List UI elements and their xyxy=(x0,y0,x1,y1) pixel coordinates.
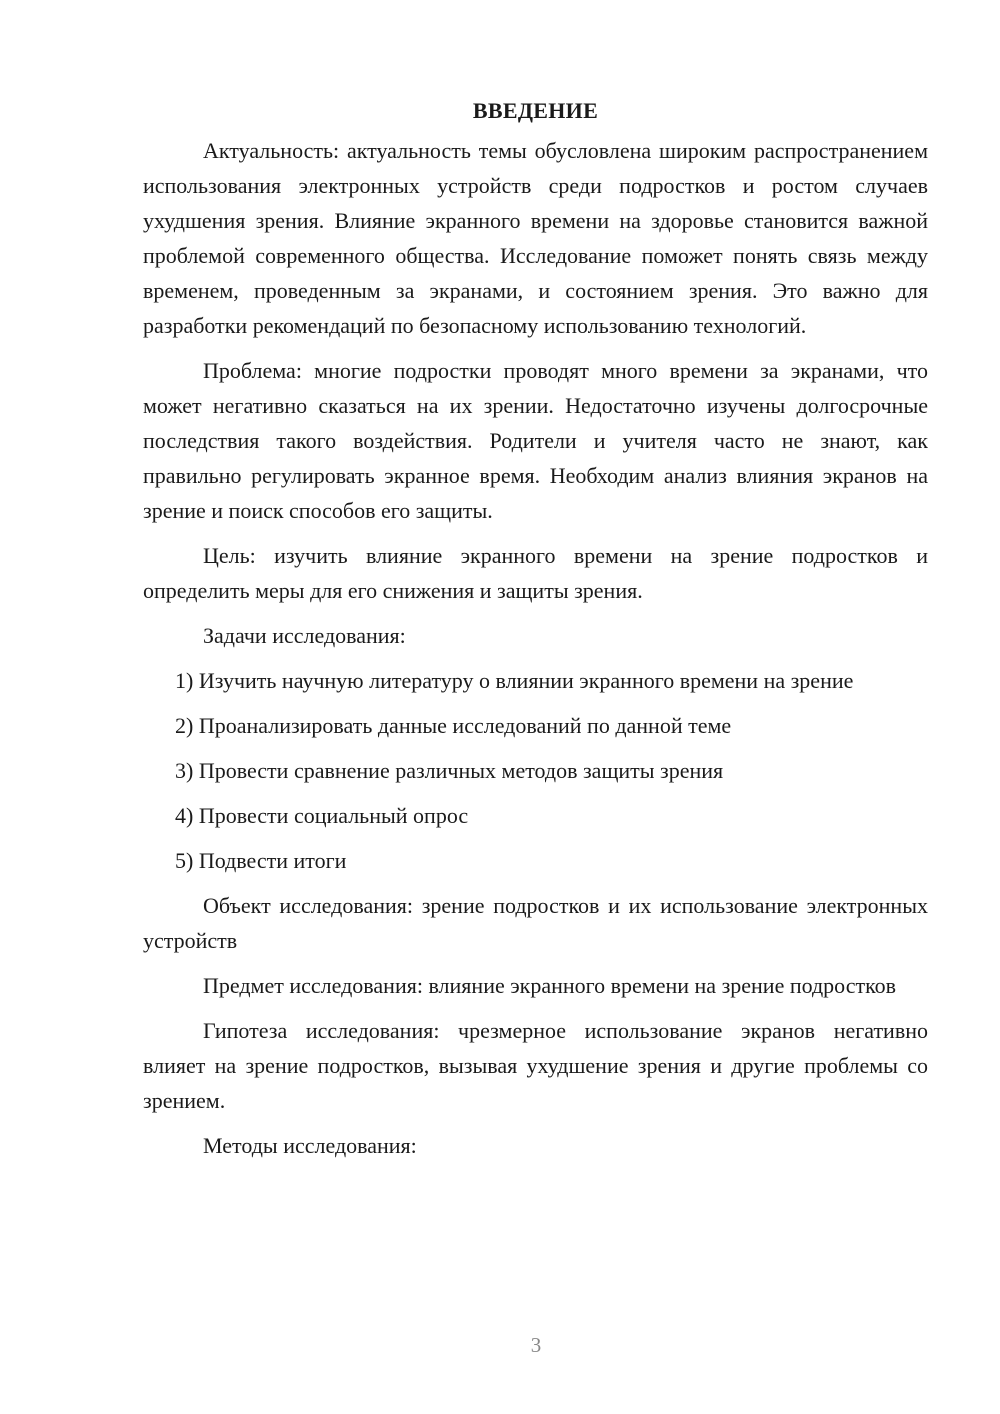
task-item-4: 4) Провести социальный опрос xyxy=(175,803,469,828)
subject-paragraph: Предмет исследования: влияние экранного времени на зрение подростков xyxy=(203,973,897,998)
page-number: 3 xyxy=(530,1333,542,1357)
tasks-heading: Задачи исследования: xyxy=(203,623,406,648)
task-item-2: 2) Проанализировать данные исследований по данной теме xyxy=(175,713,732,738)
task-item-5: 5) Подвести итоги xyxy=(175,848,347,873)
task-item-3: 3) Провести сравнение различных методов защиты зрения xyxy=(175,758,724,783)
problem-paragraph: Проблема: многие подростки проводят много времени за экранами, что может негативно сказаться на их зрении. Недостаточно изучены долгосрочные последствия такого воздействия. Родители и учителя часто не знают, как правильно регулировать экранное время. Необходим анализ влияния экранов на зрение и поиск способов его защиты. xyxy=(143,358,928,523)
relevance-paragraph: Актуальность: актуальность темы обусловлена широким распространением использования электронных устройств среди подростков и ростом случаев ухудшения зрения. Влияние экранного времени на здоровье становится важной проблемой современного общества. Исследование поможет понять связь между временем, проведенным за экранами, и состоянием зрения. Это важно для разработки рекомендаций по безопасному использованию технологий. xyxy=(143,138,928,338)
goal-paragraph: Цель: изучить влияние экранного времени на зрение подростков и определить меры для его снижения и защиты зрения. xyxy=(143,543,928,603)
hypothesis-paragraph: Гипотеза исследования: чрезмерное использование экранов негативно влияет на зрение подростков, вызывая ухудшение зрения и другие проблемы со зрением. xyxy=(143,1018,928,1113)
methods-heading: Методы исследования: xyxy=(203,1133,417,1158)
page-title: ВВЕДЕНИЕ xyxy=(472,98,599,123)
task-item-1: 1) Изучить научную литературу о влиянии экранного времени на зрение xyxy=(175,668,854,693)
page-content xyxy=(143,93,928,1163)
object-paragraph: Объект исследования: зрение подростков и их использование электронных устройств xyxy=(143,893,928,953)
